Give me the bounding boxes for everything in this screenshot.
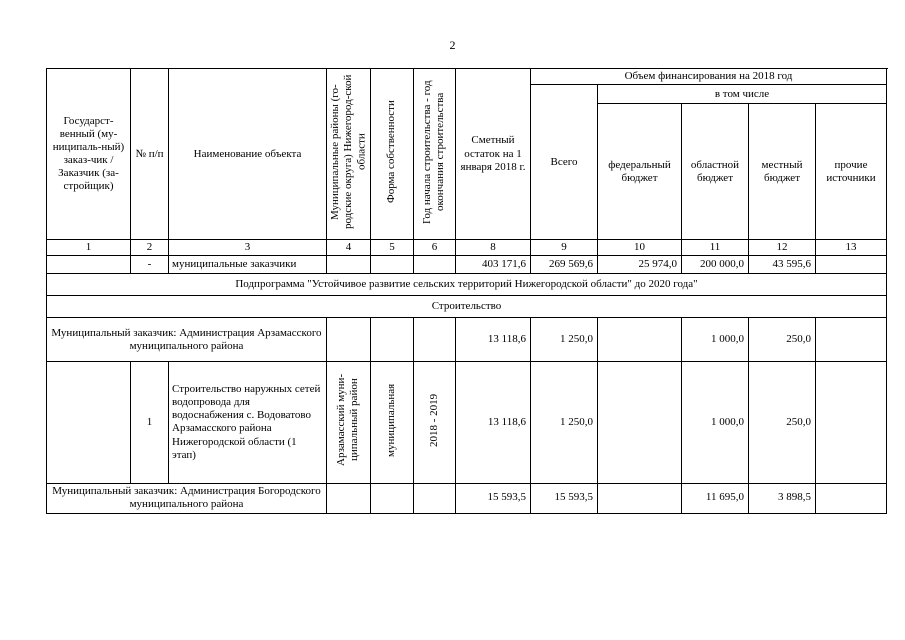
header-including: в том числе xyxy=(598,85,887,104)
col-num: 1 xyxy=(47,240,131,256)
object-name: Строительство наружных сетей водопровода для водоснабжения с. Водоватово Арзамасского района Нижегородской области (1 этап) xyxy=(169,362,327,483)
customer-other xyxy=(816,318,887,362)
object-total: 1 250,0 xyxy=(531,362,598,483)
header-ownership-cell xyxy=(371,69,414,240)
summary-federal: 25 974,0 xyxy=(598,256,682,274)
customer-total: 1 250,0 xyxy=(531,318,598,362)
customer-row xyxy=(47,318,887,362)
col-num: 9 xyxy=(531,240,598,256)
page-number: 2 xyxy=(449,38,456,52)
summary-label: муниципальные заказчики xyxy=(169,256,327,274)
summary-other xyxy=(816,256,887,274)
customer-balance: 13 118,6 xyxy=(456,318,531,362)
col-num: 11 xyxy=(682,240,749,256)
header-estimate-balance: Сметный остаток на 1 января 2018 г. xyxy=(456,69,531,240)
col-num: 5 xyxy=(371,240,414,256)
customer-other xyxy=(816,483,887,513)
section-row xyxy=(47,296,887,318)
customer-federal xyxy=(598,318,682,362)
customer-regional: 11 695,0 xyxy=(682,483,749,513)
object-district: Арзамасский муни-ципальный район xyxy=(335,374,361,467)
header-ownership: Форма собственности xyxy=(385,100,398,204)
summary-dash: - xyxy=(131,256,169,274)
customer-federal xyxy=(598,483,682,513)
customer-balance: 15 593,5 xyxy=(456,483,531,513)
customer-local: 250,0 xyxy=(749,318,816,362)
object-other xyxy=(816,362,887,483)
col-num: 12 xyxy=(749,240,816,256)
object-row xyxy=(47,362,887,483)
col-num: 10 xyxy=(598,240,682,256)
object-district-cell xyxy=(327,362,371,483)
summary-total: 269 569,6 xyxy=(531,256,598,274)
subprogram-title: Подпрограмма "Устойчивое развитие сельских территорий Нижегородской области" до 2020 года" xyxy=(47,274,887,296)
header-other: прочие источники xyxy=(816,104,887,240)
customer-row xyxy=(47,483,887,513)
section-title: Строительство xyxy=(47,296,887,318)
header-district: Муниципальные районы (го-родские округа) Нижегород-ской области xyxy=(328,74,368,230)
header-customer: Государст-венный (му-ниципаль-ный) заказ-чик / Заказчик (за-стройщик) xyxy=(47,69,131,240)
customer-label: Муниципальный заказчик: Администрация Арзамасского муниципального района xyxy=(47,318,327,362)
object-ownership: муниципальная xyxy=(385,383,398,457)
customer-regional: 1 000,0 xyxy=(682,318,749,362)
subprogram-row xyxy=(47,274,887,296)
municipal-summary-row xyxy=(47,256,887,274)
customer-local: 3 898,5 xyxy=(749,483,816,513)
object-federal xyxy=(598,362,682,483)
col-num: 3 xyxy=(169,240,327,256)
col-num: 4 xyxy=(327,240,371,256)
header-years: Год начала строительства - год окончания строительства xyxy=(421,80,447,224)
financing-table xyxy=(46,68,887,514)
header-local: местный бюджет xyxy=(749,104,816,240)
summary-regional: 200 000,0 xyxy=(682,256,749,274)
header-regional: областной бюджет xyxy=(682,104,749,240)
column-numbers-row xyxy=(47,240,887,256)
summary-local: 43 595,6 xyxy=(749,256,816,274)
object-ownership-cell xyxy=(371,362,414,483)
customer-label: Муниципальный заказчик: Администрация Богородского муниципального района xyxy=(47,483,327,513)
header-object-name: Наименование объекта xyxy=(169,69,327,240)
header-years-cell xyxy=(414,69,456,240)
object-years: 2018 - 2019 xyxy=(427,393,440,447)
customer-total: 15 593,5 xyxy=(531,483,598,513)
header-funding-volume: Объем финансирования на 2018 год xyxy=(531,69,887,85)
header-number: № п/п xyxy=(131,69,169,240)
col-num: 6 xyxy=(414,240,456,256)
object-number: 1 xyxy=(131,362,169,483)
object-regional: 1 000,0 xyxy=(682,362,749,483)
col-num: 2 xyxy=(131,240,169,256)
header-total: Всего xyxy=(531,85,598,240)
object-years-cell xyxy=(414,362,456,483)
col-num: 8 xyxy=(456,240,531,256)
header-federal: федеральный бюджет xyxy=(598,104,682,240)
summary-balance: 403 171,6 xyxy=(456,256,531,274)
object-balance: 13 118,6 xyxy=(456,362,531,483)
col-num: 13 xyxy=(816,240,887,256)
header-district-cell xyxy=(327,69,371,240)
object-local: 250,0 xyxy=(749,362,816,483)
